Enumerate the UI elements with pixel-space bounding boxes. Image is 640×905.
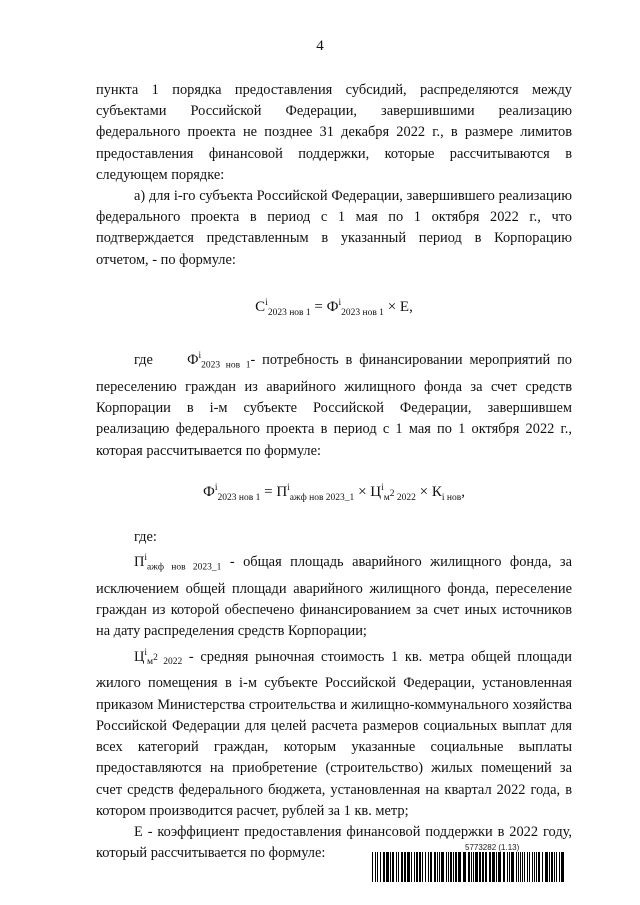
formula1-rhs1-sub: 2023 нов 1 [341, 307, 384, 318]
formula-1 [96, 293, 572, 324]
formula1-lhs: С [255, 298, 266, 315]
formula1-lhs-sub: 2023 нов 1 [267, 307, 311, 318]
formula2-b: Ц [370, 483, 382, 500]
formula1-lhs-sup: i [265, 297, 268, 308]
formula2-end: , [461, 483, 465, 500]
formula2-b-sub-sup: 2 [389, 488, 395, 499]
formula2-times2: × [415, 483, 432, 500]
page-number: 4 [316, 38, 324, 54]
formula2-a-sub: ажф нов 2023_1 [289, 492, 355, 503]
formula2-times1: × [354, 483, 371, 500]
formula2-a: П [276, 483, 288, 500]
formula2-b-sub-base: м [383, 492, 390, 503]
p5-sub2: 2022 [157, 657, 183, 668]
paragraph-6: Е - коэффициент предоставления финансовой поддержки в 2022 году, который рассчитывается по формуле: [96, 823, 572, 862]
formula2-c: К [431, 483, 442, 500]
p4-symbol: П [134, 553, 145, 570]
p5-symbol-sup: i [144, 647, 148, 658]
formula2-lhs-sub: 2023 нов 1 [217, 492, 261, 503]
p5-sub-sup: 2 [153, 653, 158, 664]
p3-symbol-sub: 2023 нов 1 [201, 360, 251, 371]
paragraph-5 [96, 643, 572, 822]
formula2-c-sub: i нов [441, 492, 462, 503]
p4-text: - общая площадь аварийного жилищного фонда, за исключением общей площади аварийного жилищного фонда, переселение граждан из которой обеспечено финансированием за счет иных источников на дату распределения средств Корпорации; [96, 553, 572, 640]
p5-symbol: Ц [134, 648, 145, 665]
p3-symbol-sup: i [198, 351, 202, 362]
where-label: где: [134, 528, 157, 545]
document-body [96, 80, 572, 864]
p4-symbol-sub: ажф нов 2023_1 [147, 562, 222, 573]
formula1-times: × [383, 298, 400, 315]
p5-sub-base: м [147, 657, 154, 668]
p3-symbol: Ф [187, 351, 199, 368]
formula-2 [96, 478, 572, 509]
formula2-a-sup: i [287, 482, 290, 493]
p5-symbol-sub [147, 653, 183, 668]
formula2-b-sub2: 2022 [394, 492, 416, 503]
formula1-rhs1-sup: i [338, 297, 342, 308]
paragraph-1: пункта 1 порядка предоставления субсидий, распределяются между субъектами Российской Федерации, завершившими реализацию федерального проекта не позднее 31 декабря 2022 г., в размере лимитов предоставления финансовой поддержки, которые рассчитываются в следующем порядке: [96, 82, 572, 183]
p5-text: - средняя рыночная стоимость 1 кв. метра общей площади жилого помещения в i-м субъекте Российской Федерации, установленная приказом Министерства строительства и жилищно-коммунального хозяйства Российской Федерации для целей расчета размеров социальных выплат для всех категорий граждан, которым указанные социальные выплаты предоставляются на приобретение (строительство) жилых помещений за счет средств федерального бюджета, установленная на квартал 2022 года, в котором производится расчет, рублей за 1 кв. метр; [96, 648, 573, 819]
paragraph-2: а) для i-го субъекта Российской Федерации, завершившего реализацию федерального проекта в период с 1 мая по 1 октября 2022 г., что подтверждается представленным в указанный период в Корпорацию отчетом, - по формуле: [96, 188, 572, 268]
formula2-eq: = [260, 483, 277, 500]
formula2-lhs-sup: i [214, 482, 218, 493]
p3-text: - потребность в финансировании мероприятий по переселению граждан из аварийного жилищного фонда за счет средств Корпорации в i-м субъекте Российской Федерации, завершившем реализацию федерального проекта в период с 1 мая по 1 октября 2022 г., которая рассчитывается по формуле: [96, 351, 572, 459]
formula1-eq: = [310, 298, 327, 315]
formula1-rhs1: Ф [326, 298, 339, 315]
paragraph-4 [96, 548, 572, 642]
formula2-b-sub [383, 488, 416, 503]
barcode-id: 5773282 (1.13) [465, 843, 520, 852]
formula1-rhs2: Е, [399, 298, 413, 315]
formula2-b-sup: i [381, 482, 384, 493]
formula2-lhs: Ф [203, 483, 215, 500]
p4-symbol-sup: i [144, 553, 148, 564]
barcode-image [372, 852, 568, 882]
paragraph-3 [96, 346, 572, 462]
p3-where: где [134, 351, 153, 368]
